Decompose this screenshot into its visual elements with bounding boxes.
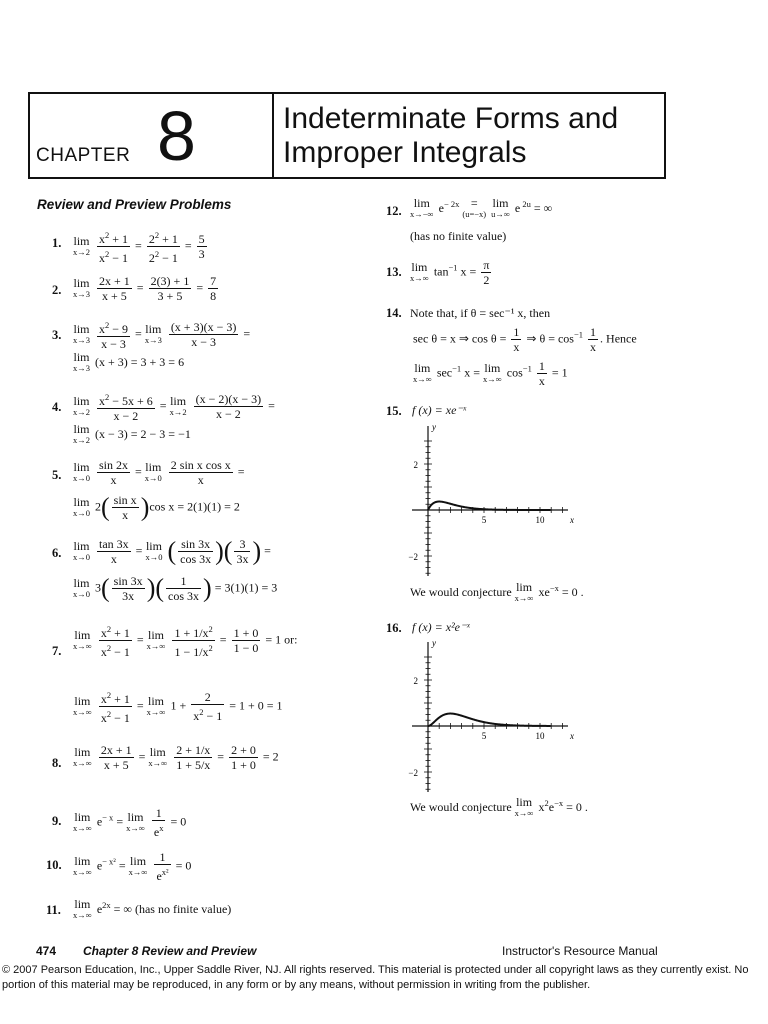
problem-number: 13. — [386, 265, 402, 279]
problem-number: 3. — [52, 328, 62, 342]
function-curve — [428, 502, 551, 510]
problem-6-line2: lim x→0 3( $\frac{\sin 3x}{3x}$ )( $\frac{1}{\cos 3x}$ ) = 3(1)(1) = 3 — [73, 573, 278, 603]
problem-number: 2. — [52, 283, 62, 297]
x-tick-label: 10 — [535, 731, 545, 741]
problem-number: 14. — [386, 306, 402, 320]
problem-7-line2: lim x→∞ $\frac{x^2 + 1}{x^2 - 1}$ = lim x→∞ 1 + $\frac{2}{x^2 - 1}$ = 1 + 0 = 1 — [73, 690, 283, 725]
chapter-title — [283, 102, 618, 170]
chapter-divider — [272, 92, 274, 179]
problem-14-intro: Note that, if θ = sec⁻¹ x, then — [410, 306, 551, 320]
graph-16 — [400, 634, 590, 794]
problem-11: lim x→∞ $e^{2x}$ = ∞ (has no finite value) — [73, 897, 232, 920]
chapter-number: 8 — [157, 97, 196, 175]
problem-12: lim x→−∞ $e^{- 2x}$ = (u=−x) lim u→∞ e $^{2u}$ = ∞ — [410, 196, 553, 219]
problem-number: 10. — [46, 858, 62, 872]
chapter-title-line2: Improper Integrals — [283, 136, 527, 169]
problem-15-conclusion: We would conjecture lim x→∞ $xe^{-x} = 0$ . — [410, 580, 584, 603]
problem-number: 4. — [52, 400, 62, 414]
problem-3: lim x→3 $\frac{x^2 - 9}{x - 3}$ = lim x→3 $\frac{(x + 3)(x - 3)}{x - 3}$ = — [73, 320, 251, 351]
y-axis-label: y — [432, 422, 436, 432]
y-tick-label: −2 — [408, 768, 418, 778]
x-tick-label: 10 — [535, 515, 545, 525]
problem-number: 12. — [386, 204, 402, 218]
chapter-label: CHAPTER — [36, 145, 131, 166]
problem-8: lim x→∞ $\frac{2x + 1}{x + 5}$ = lim x→∞ $\frac{2 + 1/x}{1 + 5/x}$ = $\frac{2 + 0}{1 + 0}$ = 2 — [73, 743, 279, 772]
problem-number: 1. — [52, 236, 62, 250]
problem-7: lim x→∞ $\frac{x^2 + 1}{x^2 - 1}$ = lim x→∞ $\frac{1 + 1/x^2}{1 - 1/x^2}$ = $\frac{1 + 0}{1 - 0}$ = 1 or: — [73, 624, 298, 659]
footer-chapter: Chapter 8 Review and Preview — [83, 944, 257, 958]
problem-12-note: (has no finite value) — [410, 229, 507, 243]
y-tick-label: 2 — [413, 676, 418, 686]
problem-number: 7. — [52, 644, 62, 658]
page-number: 474 — [36, 944, 57, 958]
problem-number: 9. — [52, 814, 62, 828]
x-tick-label: 5 — [481, 731, 487, 741]
y-tick-label: 2 — [413, 460, 418, 470]
problem-4-line2: lim x→2 (x − 3) = 2 − 3 = −1 — [73, 422, 191, 445]
problem-5: lim x→0 $\frac{\sin 2x}{x}$ = lim x→0 $\frac{\text{2 sin x cos x}}{x}$ = — [73, 458, 245, 487]
problem-9: lim x→∞ $e^{- x} = \lim$ x→∞ $\frac{1}{e^x}$ = 0 — [73, 806, 187, 839]
x-axis-label: x — [570, 515, 574, 525]
graph-15-title: f (x) = xe⁻ˣ — [412, 403, 467, 417]
chapter-title-line1: Indeterminate Forms and — [283, 102, 619, 135]
problem-4: lim x→2 $\frac{x^2 - 5x + 6}{x - 2}$ = lim x→2 $\frac{(x - 2)(x - 3)}{x - 2}$ = — [73, 392, 275, 423]
problem-10: lim x→∞ $e^{- x^2} = \lim$ x→∞ $\frac{1}{e^{x^2}}$ = 0 — [73, 850, 192, 883]
problem-number: 11. — [46, 903, 61, 917]
problem-14-line2: sec θ = x ⇒ cos θ = $\frac{1}{x}$ ⇒ $\theta = \cos^{-1}$ $\frac{1}{x}$ . Hence — [413, 325, 637, 354]
problem-5-line2: lim x→0 2( $\frac{\text{sin x}}{x}$ )cos x = 2(1)(1) = 2 — [73, 492, 240, 522]
problem-3-line2: lim x→3 (x + 3) = 3 + 3 = 6 — [73, 350, 185, 373]
section-title: Review and Preview Problems — [37, 197, 232, 212]
problem-number: 6. — [52, 546, 62, 560]
x-tick-label: 5 — [481, 515, 487, 525]
problem-2: lim x→3 $\frac{2x + 1}{x + 5}$ = $\frac{2(3) + 1}{3 + 5}$ = $\frac{7}{8}$ — [73, 274, 217, 303]
problem-1: lim x→2 $\frac{x^2 + 1}{x^2 - 1}$ = $\frac{2^2 + 1}{2^2 - 1}$ = $\frac{5}{3}$ — [73, 230, 205, 265]
x-axis-label: x — [570, 731, 574, 741]
problem-14-line3: lim x→∞ $\sec^{-1} x = \lim$ x→∞ $\cos^{-1}$ $\frac{1}{x}$ = 1 — [413, 359, 568, 388]
footer-manual: Instructor's Resource Manual — [502, 944, 658, 958]
function-curve — [428, 714, 551, 726]
problem-13: lim x→∞ $\tan^{-1} x$ = $\frac{\pi}{2}$ — [410, 258, 490, 287]
graph-16-title: f (x) = x²e⁻ˣ — [412, 620, 470, 634]
problem-6: lim x→0 $\frac{\tan 3x}{x}$ = lim x→0 ( $\frac{\sin 3x}{\cos 3x}$ )( $\frac{3}{3x}$ ) = — [73, 536, 271, 566]
problem-number: 5. — [52, 468, 62, 482]
problem-number: 8. — [52, 756, 62, 770]
problem-number: 16. — [386, 621, 402, 635]
graph-15 — [400, 418, 590, 578]
y-tick-label: −2 — [408, 552, 418, 562]
problem-number: 15. — [386, 404, 402, 418]
y-axis-label: y — [432, 638, 436, 648]
copyright-notice: © 2007 Pearson Education, Inc., Upper Saddle River, NJ. All rights reserved. This material is protected under all copyright laws as they currently exist. No portion of this material may be reproduced, in any form or by any means, without permission in writing from the publisher. — [2, 964, 749, 991]
problem-16-conclusion: We would conjecture lim x→∞ $x^2e^{-x} = 0$ . — [410, 795, 588, 818]
